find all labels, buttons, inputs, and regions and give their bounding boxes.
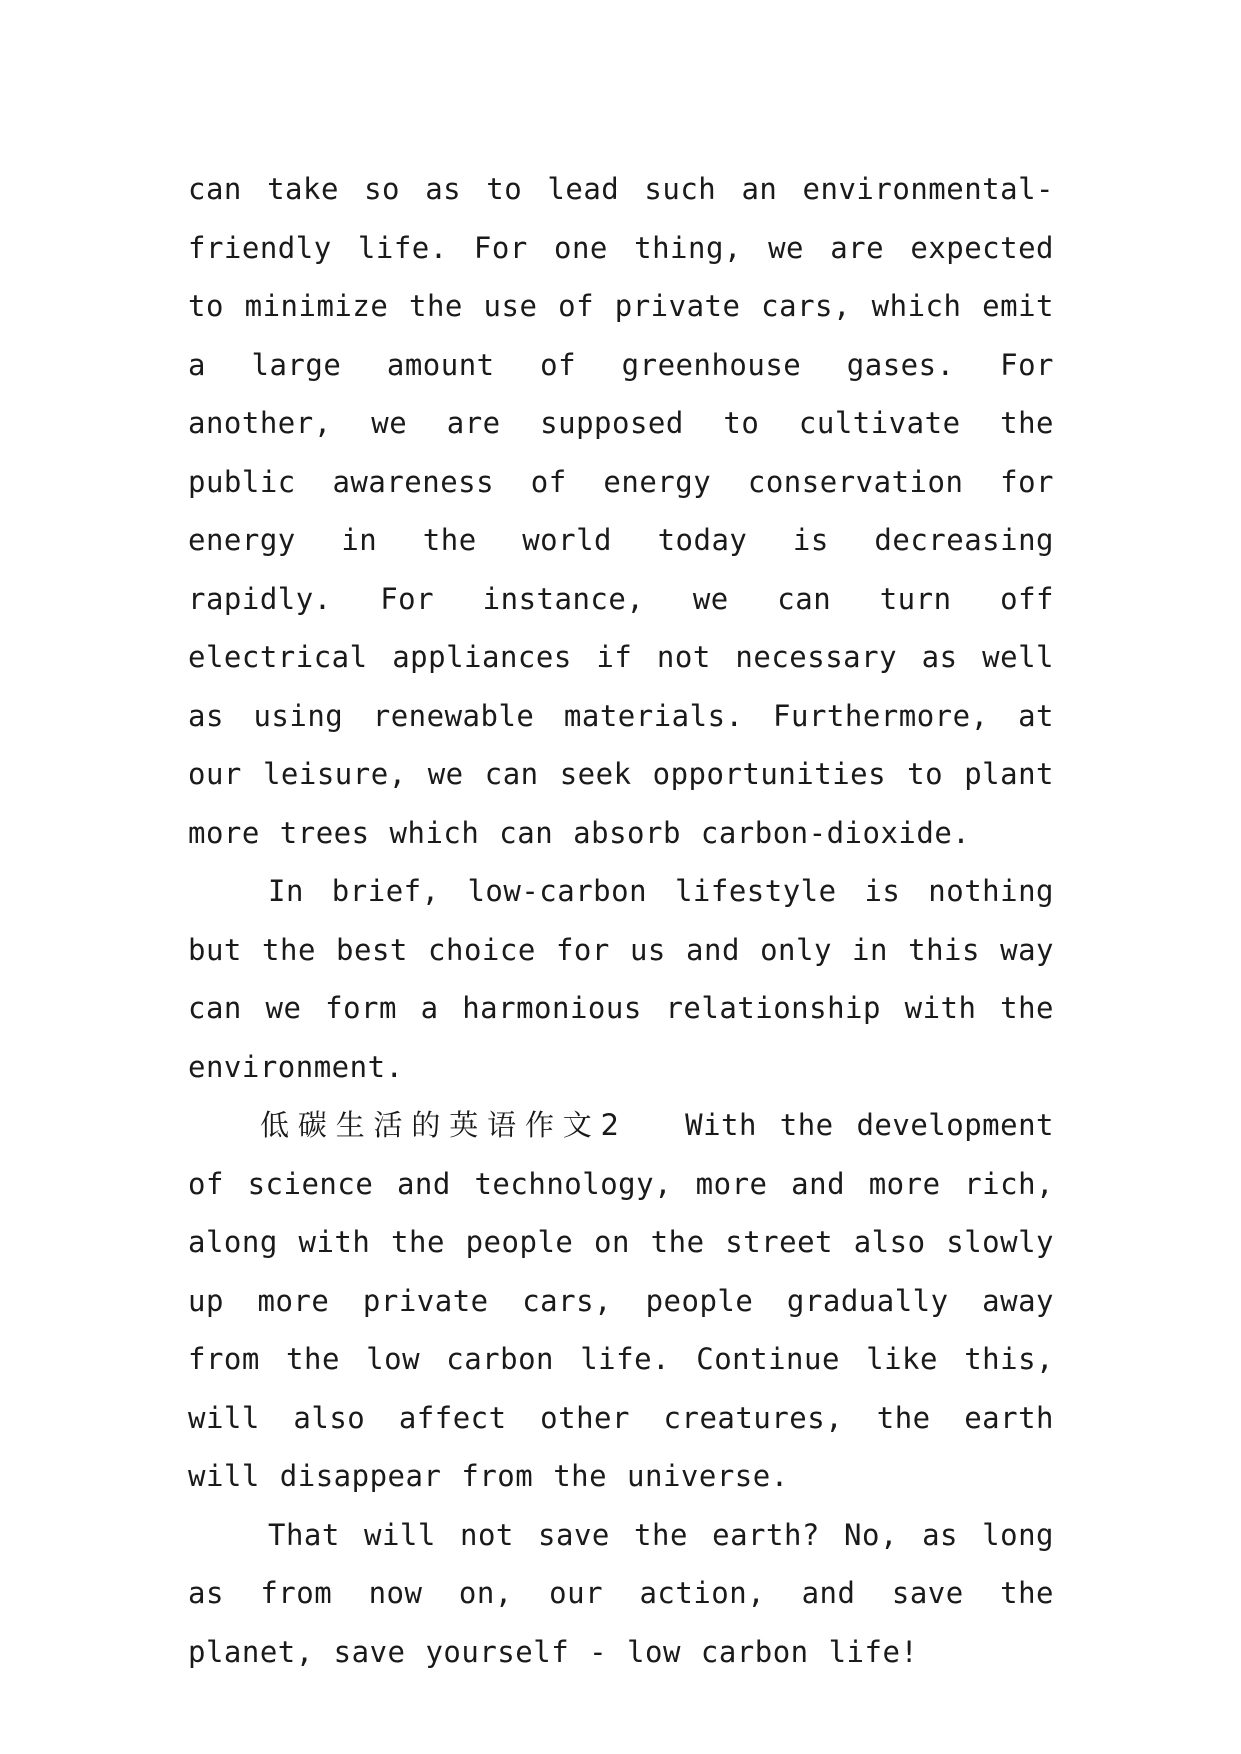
essay-heading: 低碳生活的英语作文2 [260, 1108, 626, 1142]
essay-2-intro-text: With the development of science and technology, more and more rich, along with the people on the street also slowly up more private cars, people gradually away from the low carbon life. Continue like this, will also affect other creatures, the earth will disappear from the universe. [188, 1108, 1054, 1493]
paragraph-essay-2-closing: That will not save the earth? No, as long as from now on, our action, and save the planet, save yourself - low carbon life! [188, 1517, 1054, 1669]
paragraph-conclusion: In brief, low-carbon lifestyle is nothing but the best choice for us and only in this way can we form a harmonious relationship with the environment. [188, 874, 1054, 1084]
document-body [188, 160, 1054, 1681]
paragraph-essay-2-intro [188, 1096, 1054, 1506]
paragraph-continuation: can take so as to lead such an environmental-friendly life. For one thing, we are expected to minimize the use of private cars, which emit a large amount of greenhouse gases. For another, we are supposed to cultivate the public awareness of energy conservation for energy in the world today is decreasing rapidly. For instance, we can turn off electrical appliances if not necessary as well as using renewable materials. Furthermore, at our leisure, we can seek opportunities to plant more trees which can absorb carbon-dioxide. [188, 172, 1054, 850]
